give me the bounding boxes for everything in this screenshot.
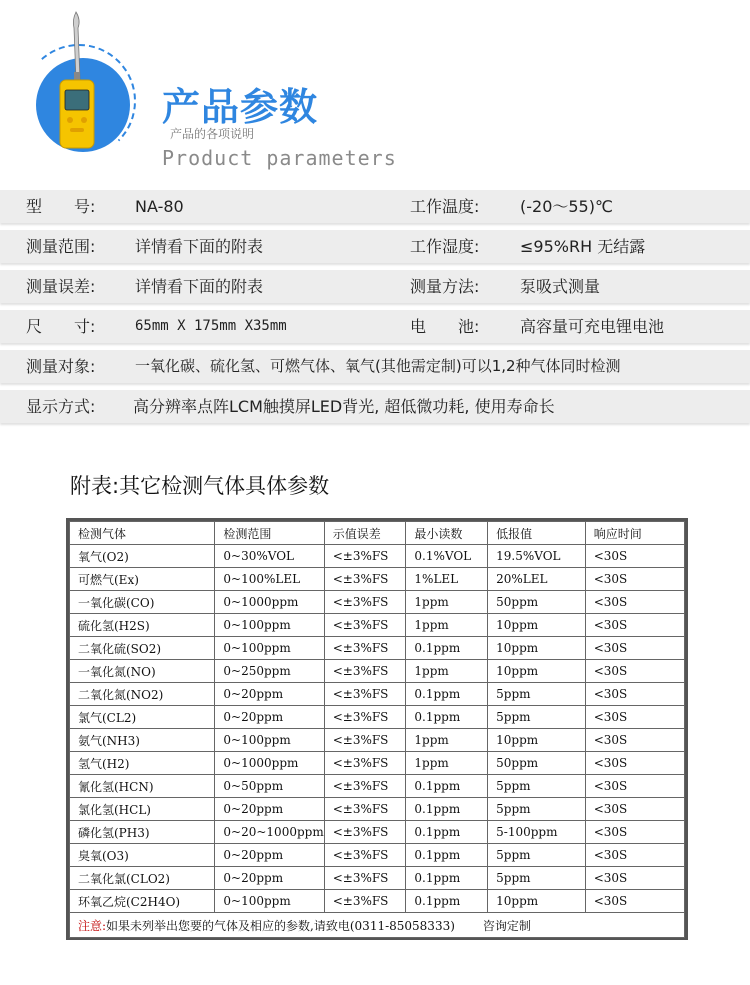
- gas-detector-icon: [36, 10, 126, 160]
- param-value-right: 高容量可充电锂电池: [520, 317, 665, 336]
- table-row: [70, 545, 685, 568]
- table-cell: 0.1ppm: [406, 821, 488, 844]
- table-row: [70, 683, 685, 706]
- param-row: [0, 190, 750, 223]
- page-title: 产品参数: [162, 85, 319, 129]
- param-label: 尺 寸:: [26, 317, 96, 336]
- table-cell: 磷化氢(PH3): [70, 821, 215, 844]
- table-cell: <±3%FS: [324, 614, 406, 637]
- table-cell: 0~50ppm: [215, 775, 324, 798]
- column-header: 示值误差: [324, 522, 406, 545]
- note-text: 如果未列举出您要的气体及相应的参数,请致电(0311-85058333): [106, 918, 455, 933]
- table-cell: 10ppm: [488, 614, 586, 637]
- table-cell: 0.1ppm: [406, 706, 488, 729]
- page-subtitle: 产品的各项说明: [170, 127, 255, 141]
- table-cell: <30S: [585, 775, 684, 798]
- table-cell: 氢气(H2): [70, 752, 215, 775]
- table-cell: <±3%FS: [324, 798, 406, 821]
- table-row: [70, 660, 685, 683]
- param-label: 测量误差:: [26, 277, 96, 296]
- table-cell: 0~20~1000ppm: [215, 821, 324, 844]
- table-cell: <±3%FS: [324, 706, 406, 729]
- table-cell: <±3%FS: [324, 890, 406, 913]
- param-label-right: 工作温度:: [410, 197, 480, 216]
- param-value-right: (-20～55)℃: [520, 197, 613, 216]
- table-row: [70, 775, 685, 798]
- table-cell: 5ppm: [488, 798, 586, 821]
- table-cell: 0~20ppm: [215, 844, 324, 867]
- table-cell: <±3%FS: [324, 660, 406, 683]
- table-cell: 环氧乙烷(C2H4O): [70, 890, 215, 913]
- table-cell: 二氧化氮(NO2): [70, 683, 215, 706]
- table-cell: 二氧化硫(SO2): [70, 637, 215, 660]
- table-cell: 0~20ppm: [215, 867, 324, 890]
- table-cell: 一氧化碳(CO): [70, 591, 215, 614]
- param-value: 一氧化碳、硫化氢、可燃气体、氧气(其他需定制)可以1,2种气体同时检测: [135, 357, 621, 375]
- param-row: [0, 390, 750, 423]
- table-cell: 0~250ppm: [215, 660, 324, 683]
- table-row: [70, 591, 685, 614]
- table-cell: <±3%FS: [324, 591, 406, 614]
- param-value-right: ≤95%RH 无结露: [520, 237, 646, 256]
- table-cell: 20%LEL: [488, 568, 586, 591]
- table-row: [70, 867, 685, 890]
- table-cell: 0.1ppm: [406, 890, 488, 913]
- table-cell: <30S: [585, 844, 684, 867]
- table-cell: <30S: [585, 660, 684, 683]
- table-cell: 0.1ppm: [406, 775, 488, 798]
- column-header: 响应时间: [585, 522, 684, 545]
- table-cell: 氰化氢(HCN): [70, 775, 215, 798]
- table-cell: <30S: [585, 867, 684, 890]
- column-header: 低报值: [488, 522, 586, 545]
- table-cell: 10ppm: [488, 660, 586, 683]
- table-cell: 10ppm: [488, 729, 586, 752]
- table-cell: 0.1ppm: [406, 798, 488, 821]
- param-label: 测量对象:: [26, 357, 96, 376]
- table-cell: <±3%FS: [324, 568, 406, 591]
- param-row: [0, 350, 750, 383]
- table-cell: 二氧化氯(CLO2): [70, 867, 215, 890]
- table-cell: 0~1000ppm: [215, 591, 324, 614]
- table-cell: 1ppm: [406, 614, 488, 637]
- param-value: 详情看下面的附表: [135, 277, 264, 296]
- column-header: 检测气体: [70, 522, 215, 545]
- page-title-english: Product parameters: [162, 146, 397, 170]
- table-cell: <30S: [585, 591, 684, 614]
- table-cell: 氯气(CL2): [70, 706, 215, 729]
- table-header-row: [70, 522, 685, 545]
- table-cell: <30S: [585, 706, 684, 729]
- table-row: [70, 752, 685, 775]
- table-row: [70, 798, 685, 821]
- table-cell: 可燃气(Ex): [70, 568, 215, 591]
- table-cell: <±3%FS: [324, 729, 406, 752]
- table-cell: 0~20ppm: [215, 706, 324, 729]
- table-row: [70, 614, 685, 637]
- note-tail: 咨询定制: [482, 918, 531, 933]
- param-label: 测量范围:: [26, 237, 96, 256]
- table-cell: <±3%FS: [324, 683, 406, 706]
- table-cell: 50ppm: [488, 591, 586, 614]
- param-row: [0, 270, 750, 303]
- table-cell: 1ppm: [406, 729, 488, 752]
- table-cell: 臭氧(O3): [70, 844, 215, 867]
- table-cell: 一氧化氮(NO): [70, 660, 215, 683]
- table-row: [70, 637, 685, 660]
- table-cell: 5ppm: [488, 775, 586, 798]
- table-cell: <30S: [585, 752, 684, 775]
- table-cell: <±3%FS: [324, 821, 406, 844]
- table-cell: 0~100ppm: [215, 890, 324, 913]
- param-value-right: 泵吸式测量: [520, 277, 601, 296]
- table-cell: <±3%FS: [324, 752, 406, 775]
- gas-parameter-table: [66, 518, 688, 940]
- table-cell: 氯化氢(HCL): [70, 798, 215, 821]
- table-cell: <±3%FS: [324, 775, 406, 798]
- table-note: [70, 913, 685, 938]
- table-row: [70, 729, 685, 752]
- gas-table: [69, 521, 685, 938]
- table-row: [70, 890, 685, 913]
- table-cell: <30S: [585, 568, 684, 591]
- table-cell: <30S: [585, 545, 684, 568]
- table-cell: 5ppm: [488, 706, 586, 729]
- appendix-title: 附表:其它检测气体具体参数: [70, 474, 330, 498]
- param-label-right: 工作湿度:: [410, 237, 480, 256]
- table-cell: 硫化氢(H2S): [70, 614, 215, 637]
- table-row: [70, 821, 685, 844]
- table-cell: 氧气(O2): [70, 545, 215, 568]
- table-cell: 1%LEL: [406, 568, 488, 591]
- table-cell: 1ppm: [406, 660, 488, 683]
- table-cell: 0.1ppm: [406, 683, 488, 706]
- param-value: 高分辨率点阵LCM触摸屏LED背光, 超低微功耗, 使用寿命长: [133, 397, 555, 416]
- table-cell: 5ppm: [488, 867, 586, 890]
- table-cell: 0.1ppm: [406, 867, 488, 890]
- table-cell: 0~100ppm: [215, 637, 324, 660]
- header: [0, 0, 750, 185]
- table-cell: 0~100ppm: [215, 729, 324, 752]
- table-cell: 0.1ppm: [406, 844, 488, 867]
- table-cell: <±3%FS: [324, 637, 406, 660]
- table-cell: <30S: [585, 890, 684, 913]
- table-note-row: [70, 913, 685, 938]
- param-label: 显示方式:: [26, 397, 96, 416]
- column-header: 最小读数: [406, 522, 488, 545]
- param-label-right: 电 池:: [410, 317, 480, 336]
- table-cell: 5ppm: [488, 844, 586, 867]
- table-cell: 19.5%VOL: [488, 545, 586, 568]
- table-cell: <30S: [585, 729, 684, 752]
- table-cell: 1ppm: [406, 752, 488, 775]
- table-cell: <30S: [585, 798, 684, 821]
- table-cell: 0~100ppm: [215, 614, 324, 637]
- table-row: [70, 844, 685, 867]
- table-cell: 10ppm: [488, 890, 586, 913]
- table-cell: 5-100ppm: [488, 821, 586, 844]
- table-cell: <30S: [585, 637, 684, 660]
- table-cell: 0.1ppm: [406, 637, 488, 660]
- table-cell: 50ppm: [488, 752, 586, 775]
- param-label-right: 测量方法:: [410, 277, 480, 296]
- param-row: [0, 230, 750, 263]
- table-row: [70, 568, 685, 591]
- param-label: 型 号:: [26, 197, 96, 216]
- table-cell: 10ppm: [488, 637, 586, 660]
- table-row: [70, 706, 685, 729]
- column-header: 检测范围: [215, 522, 324, 545]
- table-cell: 0~1000ppm: [215, 752, 324, 775]
- table-body: [70, 545, 685, 913]
- table-cell: <±3%FS: [324, 545, 406, 568]
- param-value: NA-80: [135, 197, 184, 216]
- table-cell: <30S: [585, 683, 684, 706]
- table-cell: 0~20ppm: [215, 683, 324, 706]
- table-cell: 5ppm: [488, 683, 586, 706]
- param-value: 详情看下面的附表: [135, 237, 264, 256]
- table-cell: <±3%FS: [324, 844, 406, 867]
- table-cell: <30S: [585, 614, 684, 637]
- table-cell: 0~100%LEL: [215, 568, 324, 591]
- param-value: 65mm X 175mm X35mm: [135, 318, 287, 334]
- table-cell: <±3%FS: [324, 867, 406, 890]
- table-cell: 1ppm: [406, 591, 488, 614]
- table-cell: <30S: [585, 821, 684, 844]
- note-label: 注意:: [78, 918, 107, 933]
- table-cell: 0.1%VOL: [406, 545, 488, 568]
- table-cell: 0~30%VOL: [215, 545, 324, 568]
- table-cell: 氨气(NH3): [70, 729, 215, 752]
- param-row: [0, 310, 750, 343]
- table-cell: 0~20ppm: [215, 798, 324, 821]
